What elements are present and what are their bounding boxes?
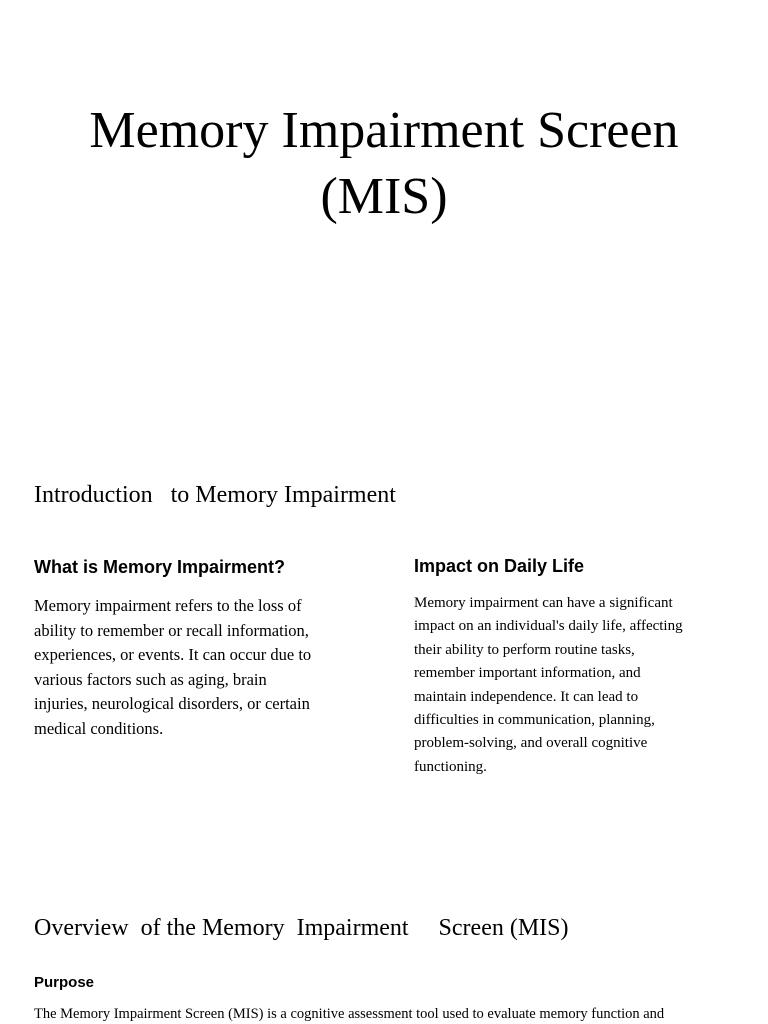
document-title-line-1: Memory Impairment Screen	[89, 102, 679, 159]
impact-on-daily-life-heading: Impact on Daily Life	[414, 556, 585, 576]
intro-section-heading: Introduction to Memory Impairment	[34, 482, 396, 508]
text-line: injuries, neurological disorders, or certain	[34, 694, 310, 714]
what-is-memory-impairment-heading: What is Memory Impairment?	[34, 557, 286, 577]
purpose-text: The Memory Impairment Screen (MIS) is a cognitive assessment tool used to evaluate memory function and	[34, 1006, 665, 1022]
text-line: Memory impairment can have a significant	[414, 595, 673, 611]
text-line: impact on an individual's daily life, affecting	[414, 618, 683, 635]
text-line: medical conditions.	[34, 718, 164, 738]
text-line: problem-solving, and overall cognitive	[414, 735, 648, 752]
text-line: various factors such as aging, brain	[34, 669, 267, 689]
text-line: functioning.	[414, 758, 487, 775]
what-is-memory-impairment-text	[34, 594, 364, 742]
document-title-line-2: (MIS)	[320, 168, 448, 225]
text-line: their ability to perform routine tasks,	[414, 641, 635, 658]
document-title	[0, 98, 768, 230]
text-line: ability to remember or recall information,	[34, 620, 309, 640]
text-line: difficulties in communication, planning,	[414, 712, 655, 729]
purpose-heading: Purpose	[34, 974, 95, 991]
overview-section-heading: Overview of the Memory Impairment Screen (MIS)	[34, 915, 569, 941]
text-line: experiences, or events. It can occur due to	[34, 645, 312, 665]
impact-on-daily-life-text	[414, 592, 740, 779]
text-line: remember important information, and	[414, 665, 641, 682]
text-line: Memory impairment refers to the loss of	[34, 596, 302, 615]
text-line: maintain independence. It can lead to	[414, 688, 639, 705]
